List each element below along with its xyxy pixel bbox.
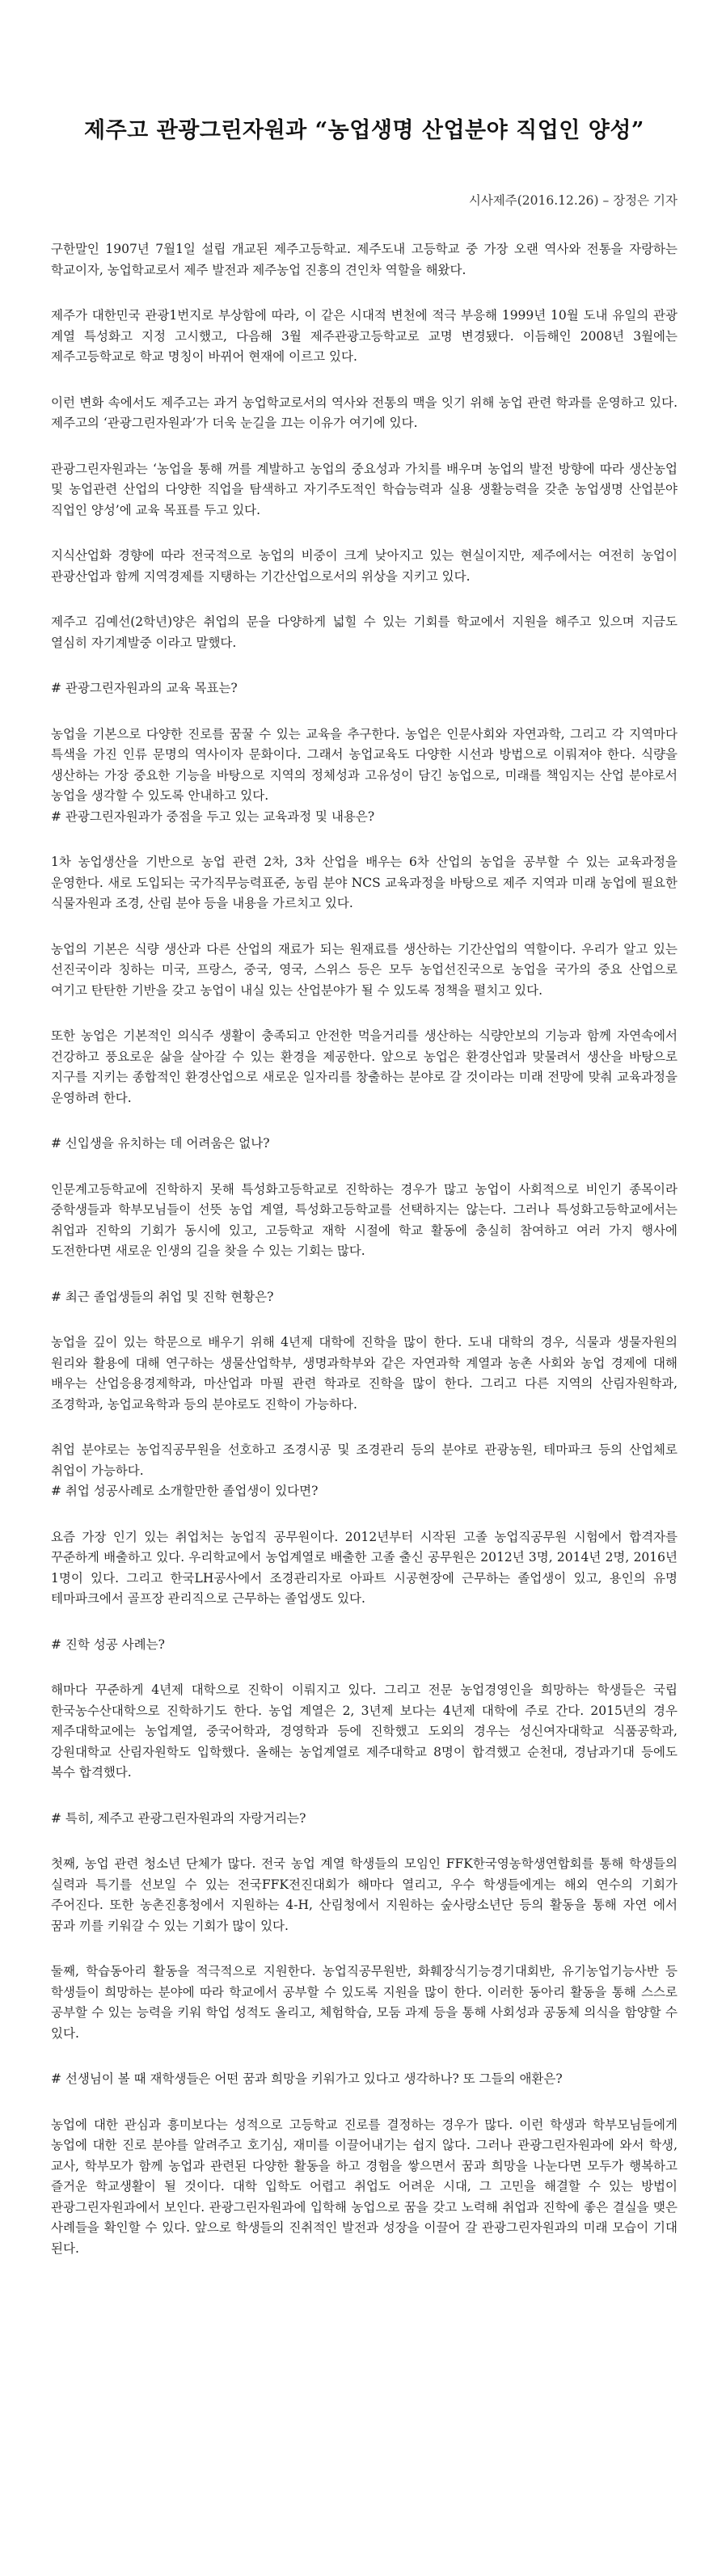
article-body: [51, 239, 677, 2259]
article-paragraph: 취업 분야로는 농업직공무원을 선호하고 조경시공 및 조경관리 등의 분야로 관광농원, 테마파크 등의 산업체로 취업이 가능하다.: [51, 1442, 677, 1478]
question-heading: # 관광그린자원과가 중점을 두고 있는 교육과정 및 내용은?: [51, 809, 375, 824]
question-heading: # 취업 성공사례로 소개할만한 졸업생이 있다면?: [51, 1484, 319, 1498]
article-paragraph: 인문계고등학교에 진학하지 못해 특성화고등학교로 진학하는 경우가 많고 농업이 사회적으로 비인기 종목이라 중학생들과 학부모님들이 선뜻 농업 계열, 특성화고등학교를 선택하지는 않는다. 그러나 특성화고등학교에서는 취업과 진학의 기회가 동시에 있고, 고등학교 재학 시절에 학교 활동에 충실히 참여하고 여러 가지 행사에 도전한다면 새로운 인생의 길을 찾을 수 있는 기회는 많다.: [51, 1181, 677, 1258]
question-heading: # 신입생을 유치하는 데 어려움은 없나?: [51, 1136, 270, 1151]
article-paragraph: 해마다 꾸준하게 4년제 대학으로 진학이 이뤄지고 있다. 그리고 전문 농업경영인을 희망하는 학생들은 국립 한국농수산대학으로 진학하기도 한다. 농업 계열은 2, 3년제 보다는 4년제 대학에 주로 간다. 2015년의 경우 제주대학교에는 농업계열, 중국어학과, 경영학과 등에 진학했고 도외의 경우는 성신여자대학교 식품공학과, 강원대학교 산림자원학도 입학했다. 올해는 농업계열로 제주대학교 8명이 합격했고 순천대, 경남과기대 등에도 복수 합격했다.: [51, 1683, 677, 1780]
article-paragraph: 이런 변화 속에서도 제주고는 과거 농업학교로서의 역사와 전통의 맥을 잇기 위해 농업 관련 학과를 운영하고 있다. 제주고의 ‘관광그린자원과’가 더욱 눈길을 끄는 이유가 여기에 있다.: [51, 395, 677, 430]
article-paragraph: 농업의 기본은 식량 생산과 다른 산업의 재료가 되는 원재료를 생산하는 기간산업의 역할이다. 우리가 알고 있는 선진국이라 칭하는 미국, 프랑스, 중국, 영국, 스위스 등은 모두 농업선진국으로 농업을 국가의 중요 산업으로 여기고 탄탄한 기반을 갖고 농업이 내실 있는 산업분야가 될 수 있도록 정책을 펼치고 있다.: [51, 941, 677, 998]
question-heading: # 최근 졸업생들의 취업 및 진학 현황은?: [51, 1289, 274, 1304]
article-paragraph: 관광그린자원과는 ‘농업을 통해 꺼를 계발하고 농업의 중요성과 가치를 배우며 농업의 발전 방향에 따라 생산농업 및 농업관련 산업의 다양한 직업을 탐색하고 자기주도적인 학습능력과 실용 생활능력을 갖춘 농업생명 산업분야 직업인 양성’에 교육 목표를 두고 있다.: [51, 461, 677, 517]
article-paragraph: 1차 농업생산을 기반으로 농업 관련 2차, 3차 산업을 배우는 6차 산업의 농업을 공부할 수 있는 교육과정을 운영한다. 새로 도입되는 국가직무능력표준, 농림 분야 NCS 교육과정을 바탕으로 제주 지역과 미래 농업에 필요한 식물자원과 조경, 산림 분야 등을 내용을 가르치고 있다.: [51, 855, 677, 910]
article-paragraph: 또한 농업은 기본적인 의식주 생활이 충족되고 안전한 먹을거리를 생산하는 식량안보의 기능과 함께 자연속에서 건강하고 풍요로운 삶을 살아갈 수 있는 환경을 제공한다. 앞으로 농업은 환경산업과 맞물려서 생산을 바탕으로 지구를 지키는 종합적인 환경산업으로 새로운 일자리를 창출하는 분야로 갈 것이라는 미래 전망에 맞춰 교육과정을 운영하려 한다.: [51, 1028, 677, 1105]
article-paragraph: 구한말인 1907년 7월1일 설립 개교된 제주고등학교. 제주도내 고등학교 중 가장 오랜 역사와 전통을 자랑하는 학교이자, 농업학교로서 제주 발전과 제주농업 진흥의 견인차 역할을 해왔다.: [51, 242, 677, 277]
article-paragraph: 요즘 가장 인기 있는 취업처는 농업직 공무원이다. 2012년부터 시작된 고졸 농업직공무원 시험에서 합격자를 꾸준하게 배출하고 있다. 우리학교에서 농업계열로 배출한 고졸 출신 공무원은 2012년 3명, 2014년 2명, 2016년 1명이 있다. 그리고 한국LH공사에서 조경관리자로 아파트 시공현장에 근무하는 졸업생이 있고, 용인의 유명 테마파크에서 골프장 관리직으로 근무하는 졸업생도 있다.: [51, 1529, 677, 1606]
article-paragraph: 둘째, 학습동아리 활동을 적극적으로 지원한다. 농업직공무원반, 화훼장식기능경기대회반, 유기농업기능사반 등 학생들이 희망하는 분야에 따라 학교에서 공부할 수 있도록 지원을 많이 한다. 이러한 동아리 활동을 통해 스스로 공부할 수 있는 능력을 키워 학업 성적도 올리고, 체험학습, 모둠 과제 등을 통해 사회성과 공동체 의식을 함양할 수 있다.: [51, 1964, 677, 2041]
question-heading: # 진학 성공 사례는?: [51, 1636, 165, 1652]
article-paragraph: 농업을 깊이 있는 학문으로 배우기 위해 4년제 대학에 진학을 많이 한다. 도내 대학의 경우, 식물과 생물자원의 원리와 활용에 대해 연구하는 생물산업학부, 생명과학부와 같은 자연과학 계열과 농촌 사회와 농업 경제에 대해 배우는 산업응용경제학과, 마산업과 마필 관련 학과로 진학을 많이 한다. 그리고 다른 지역의 산림자원학과, 조경학과, 농업교육학과 등의 분야로도 진학이 가능하다.: [51, 1335, 677, 1412]
article-title: 제주고 관광그린자원과 “농업생명 산업분야 직업인 양성”: [84, 118, 644, 143]
article-paragraph: 첫째, 농업 관련 청소년 단체가 많다. 전국 농업 계열 학생들의 모임인 FFK한국영농학생연합회를 통해 학생들의 실력과 특기를 선보일 수 있는 전국FFK전진대회가 해마다 열리고, 우수 학생들에게는 해외 연수의 기회가 주어진다. 또한 농촌진흥청에서 지원하는 4-H, 산림청에서 지원하는 숲사랑소년단 등의 활동을 통해 자연 에서 꿈과 끼를 키워갈 수 있는 기회가 많이 있다.: [51, 1856, 677, 1933]
question-heading: # 특히, 제주고 관광그린자원과의 자랑거리는?: [51, 1810, 306, 1826]
question-heading: # 관광그린자원과의 교육 목표는?: [51, 681, 238, 695]
article-paragraph: 지식산업화 경향에 따라 전국적으로 농업의 비중이 크게 낮아지고 있는 현실이지만, 제주에서는 여전히 농업이 관광산업과 함께 지역경제를 지탱하는 기간산업으로서의 위상을 지키고 있다.: [51, 548, 677, 584]
article-paragraph: 농업을 기본으로 다양한 진로를 꿈꿀 수 있는 교육을 추구한다. 농업은 인문사회와 자연과학, 그리고 각 지역마다 특색을 가진 인류 문명의 역사이자 문화이다. 그래서 농업교육도 다양한 시선과 방법으로 이뤄져야 한다. 식량을 생산하는 가장 중요한 기능을 바탕으로 지역의 정체성과 고유성이 담긴 농업으로, 미래를 책임지는 산업 분야로서 농업을 생각할 수 있도록 안내하고 있다.: [51, 726, 677, 803]
article-paragraph: 농업에 대한 관심과 흥미보다는 성적으로 고등학교 진로를 결정하는 경우가 많다. 이런 학생과 학부모님들에게 농업에 대한 진로 분야를 알려주고 호기심, 재미를 이끌어내기는 쉽지 않다. 그러나 관광그린자원과에 와서 학생, 교사, 학부모가 함께 농업과 관련된 다양한 활동을 하고 경험을 쌓으면서 꿈과 희망을 나눈다면 모두가 행복하고 즐거운 학교생활이 될 것이다. 대학 입학도 어렵고 취업도 어려운 시대, 그 고민을 해결할 수 있는 방법이 관광그린자원과에서 보인다. 관광그린자원과에 입학해 농업으로 꿈을 갖고 노력해 취업과 진학에 좋은 결실을 맺은 사례들을 확인할 수 있다. 앞으로 학생들의 진취적인 발전과 성장을 이끌어 갈 관광그린자원과의 미래 모습이 기대 된다.: [51, 2117, 677, 2256]
article-paragraph: 제주가 대한민국 관광1번지로 부상함에 따라, 이 같은 시대적 변천에 적극 부응해 1999년 10월 도내 유일의 관광 계열 특성화고 지정 고시했고, 다음해 3월 제주관광고등학교로 교명 변경됐다. 이듬해인 2008년 3월에는 제주고등학교로 학교 명칭이 바뀌어 현재에 이르고 있다.: [51, 308, 677, 364]
question-heading: # 선생님이 볼 때 재학생들은 어떤 꿈과 희망을 키워가고 있다고 생각하나? 또 그들의 애환은?: [51, 2071, 563, 2086]
article-paragraph: 제주고 김예선(2학년)양은 취업의 문을 다양하게 넓힐 수 있는 기회를 학교에서 지원을 해주고 있으며 지금도 열심히 자기계발중 이라고 말했다.: [51, 614, 677, 650]
article-byline: 시사제주(2016.12.26) – 장정은 기자: [468, 193, 677, 208]
